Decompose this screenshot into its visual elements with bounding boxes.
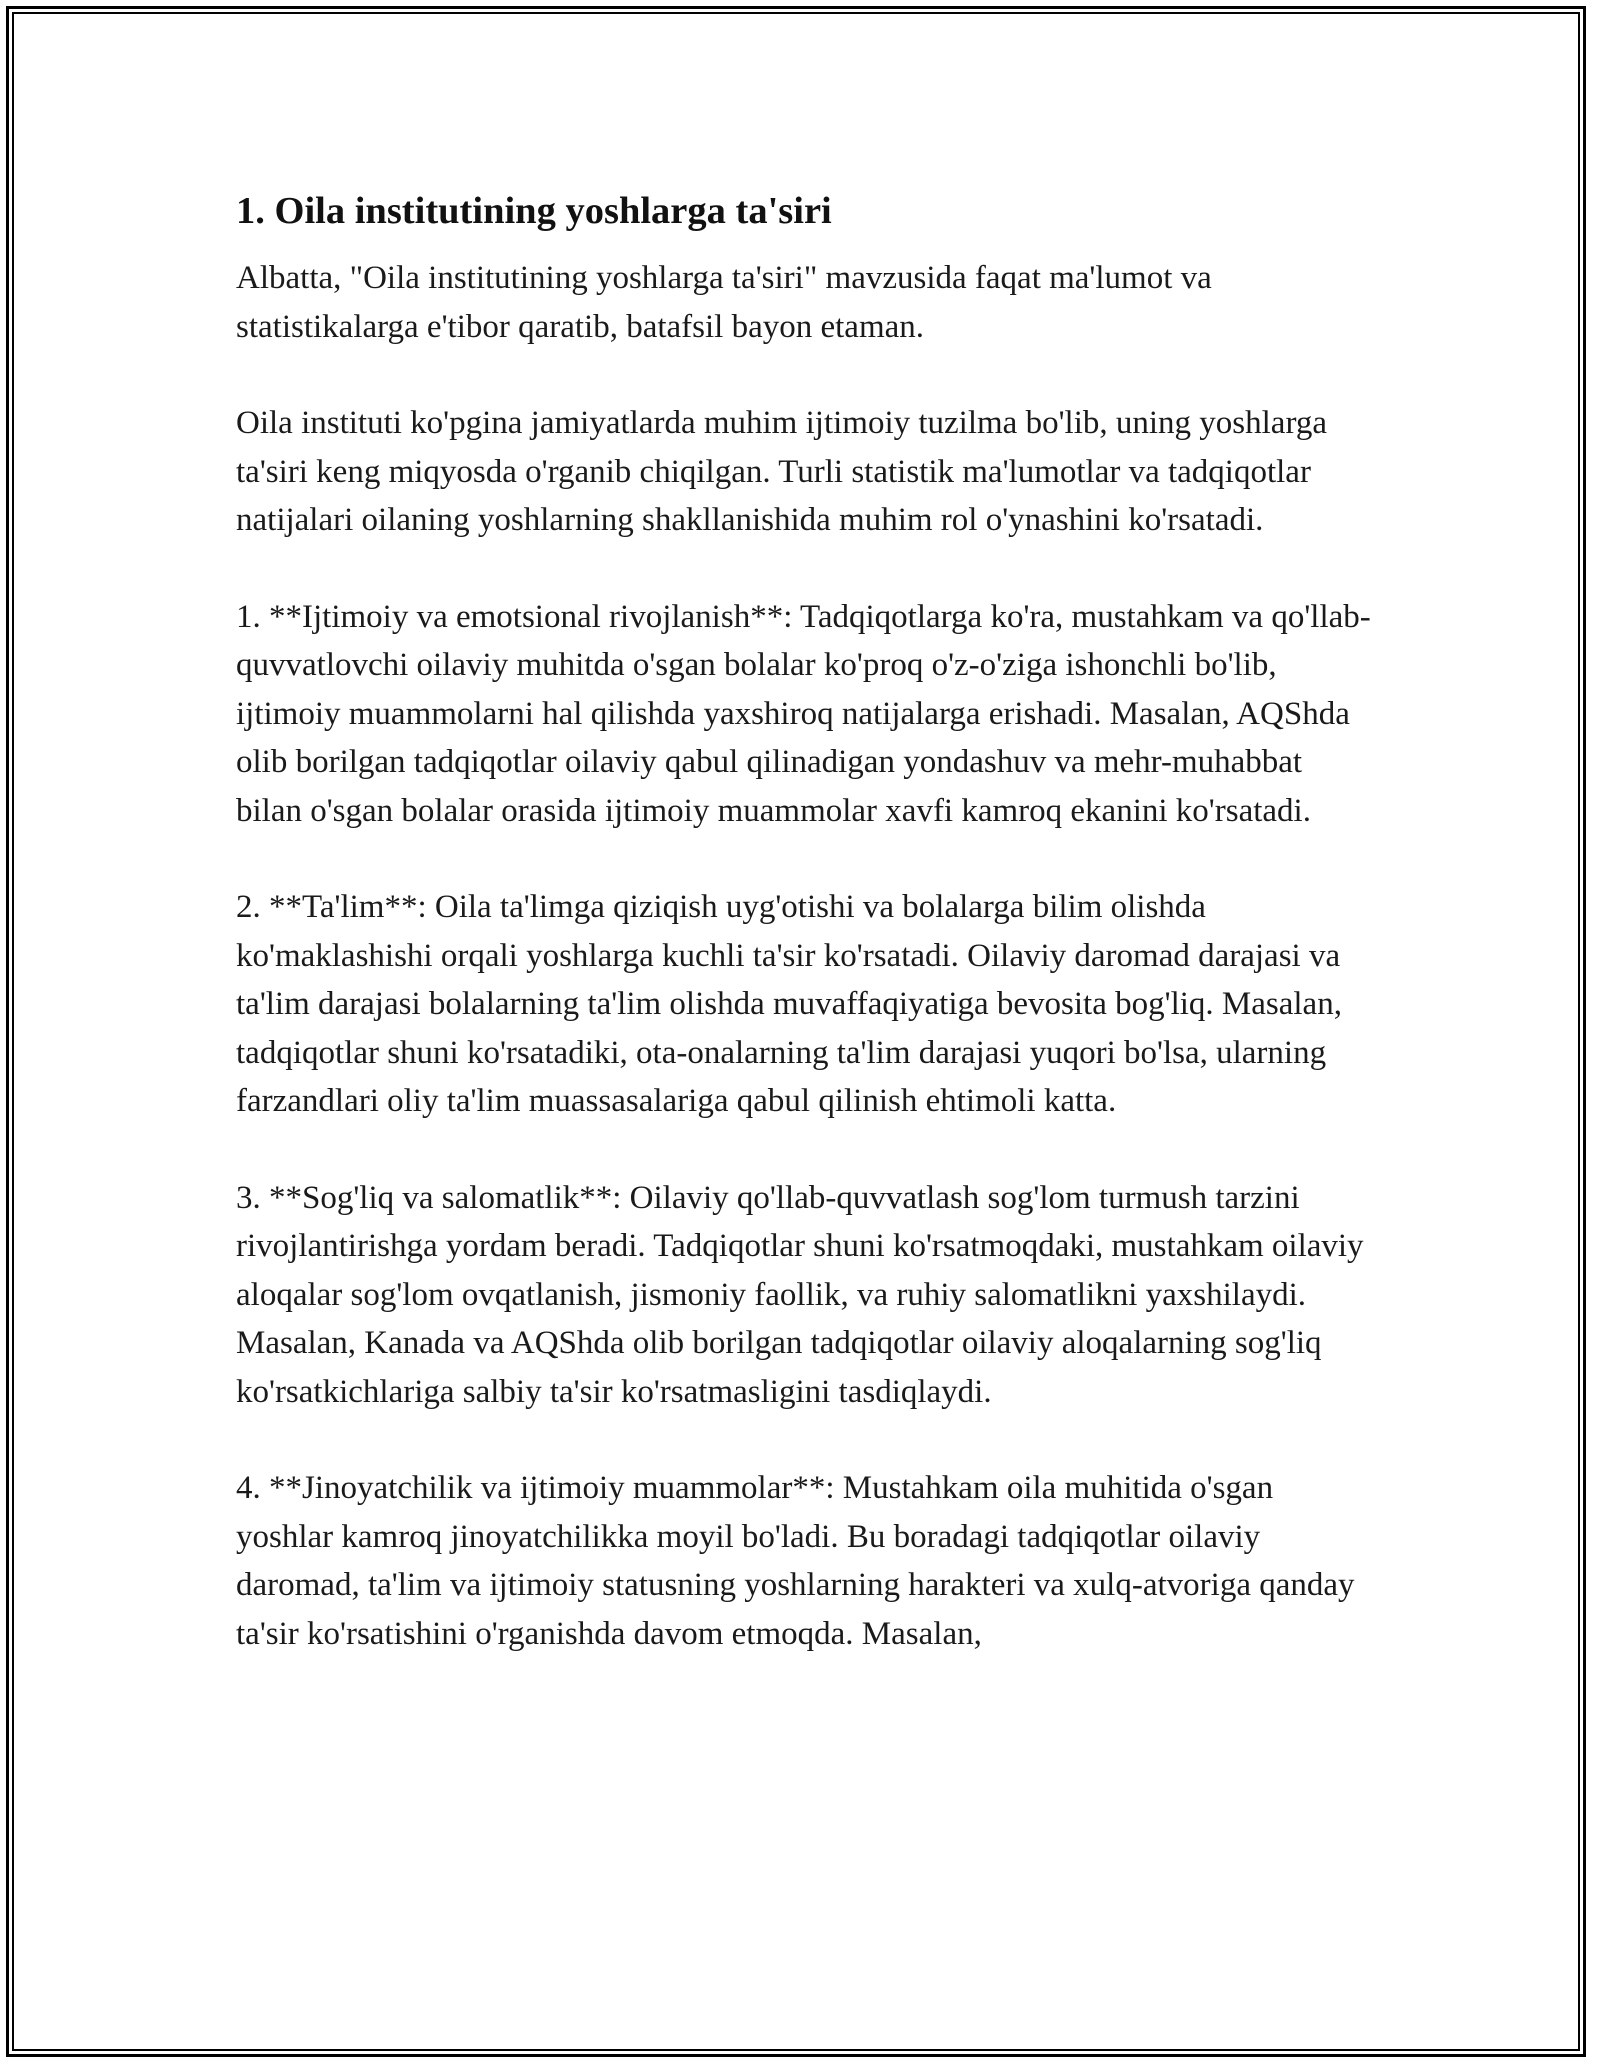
paragraph-overview: Oila instituti ko'pgina jamiyatlarda muhim ijtimoiy tuzilma bo'lib, uning yoshlarga ta'siri keng miqyosda o'rganib chiqilgan. Turli statistik ma'lumotlar va tadqiqotlar natijalari oilaning yoshlarning shakllanishida muhim rol o'ynashini ko'rsatadi. — [236, 405, 1327, 538]
paragraph-intro: Albatta, "Oila institutining yoshlarga ta'siri" mavzusida faqat ma'lumot va statistikalarga e'tibor qaratib, batafsil bayon etaman. — [236, 260, 1212, 345]
paragraph-social-emotional: 1. **Ijtimoiy va emotsional rivojlanish**: Tadqiqotlarga ko'ra, mustahkam va qo'llab-quvvatlovchi oilaviy muhitda o'sgan bolalar ko'proq o'z-o'ziga ishonchli bo'lib, ijtimoiy muammolarni hal qilishda yaxshiroq natijalarga erishadi. Masalan, AQShda olib borilgan tadqiqotlar oilaviy qabul qilinadigan yondashuv va mehr-muhabbat bilan o'sgan bolalar orasida ijtimoiy muammolar xavfi kamroq ekanini ko'rsatadi. — [236, 598, 1371, 829]
document-body — [236, 186, 1376, 1706]
paragraph-education: 2. **Ta'lim**: Oila ta'limga qiziqish uyg'otishi va bolalarga bilim olishda ko'maklashishi orqali yoshlarga kuchli ta'sir ko'rsatadi. Oilaviy daromad darajasi va ta'lim darajasi bolalarning ta'lim olishda muvaffaqiyatiga bevosita bog'liq. Masalan, tadqiqotlar shuni ko'rsatadiki, ota-onalarning ta'lim darajasi yuqori bo'lsa, ularning farzandlari oliy ta'lim muassasalariga qabul qilinish ehtimoli katta. — [236, 889, 1342, 1119]
paragraph-crime: 4. **Jinoyatchilik va ijtimoiy muammolar**: Mustahkam oila muhitida o'sgan yoshlar kamroq jinoyatchilikka moyil bo'ladi. Bu boradagi tadqiqotlar oilaviy daromad, ta'lim va ijtimoiy statusning yoshlarning harakteri va xulq-atvoriga qanday ta'sir ko'rsatishini o'rganishda davom etmoqda. Masalan, — [236, 1470, 1355, 1652]
paragraph-health: 3. **Sog'liq va salomatlik**: Oilaviy qo'llab-quvvatlash sog'lom turmush tarzini rivojlantirishga yordam beradi. Tadqiqotlar shuni ko'rsatmoqdaki, mustahkam oilaviy aloqalar sog'lom ovqatlanish, jismoniy faollik, va ruhiy salomatlikni yaxshilaydi. Masalan, Kanada va AQShda olib borilgan tadqiqotlar oilaviy aloqalarning sog'liq ko'rsatkichlariga salbiy ta'sir ko'rsatmasligini tasdiqlaydi. — [236, 1179, 1364, 1410]
document-title: 1. Oila institutining yoshlarga ta'siri — [236, 190, 832, 232]
